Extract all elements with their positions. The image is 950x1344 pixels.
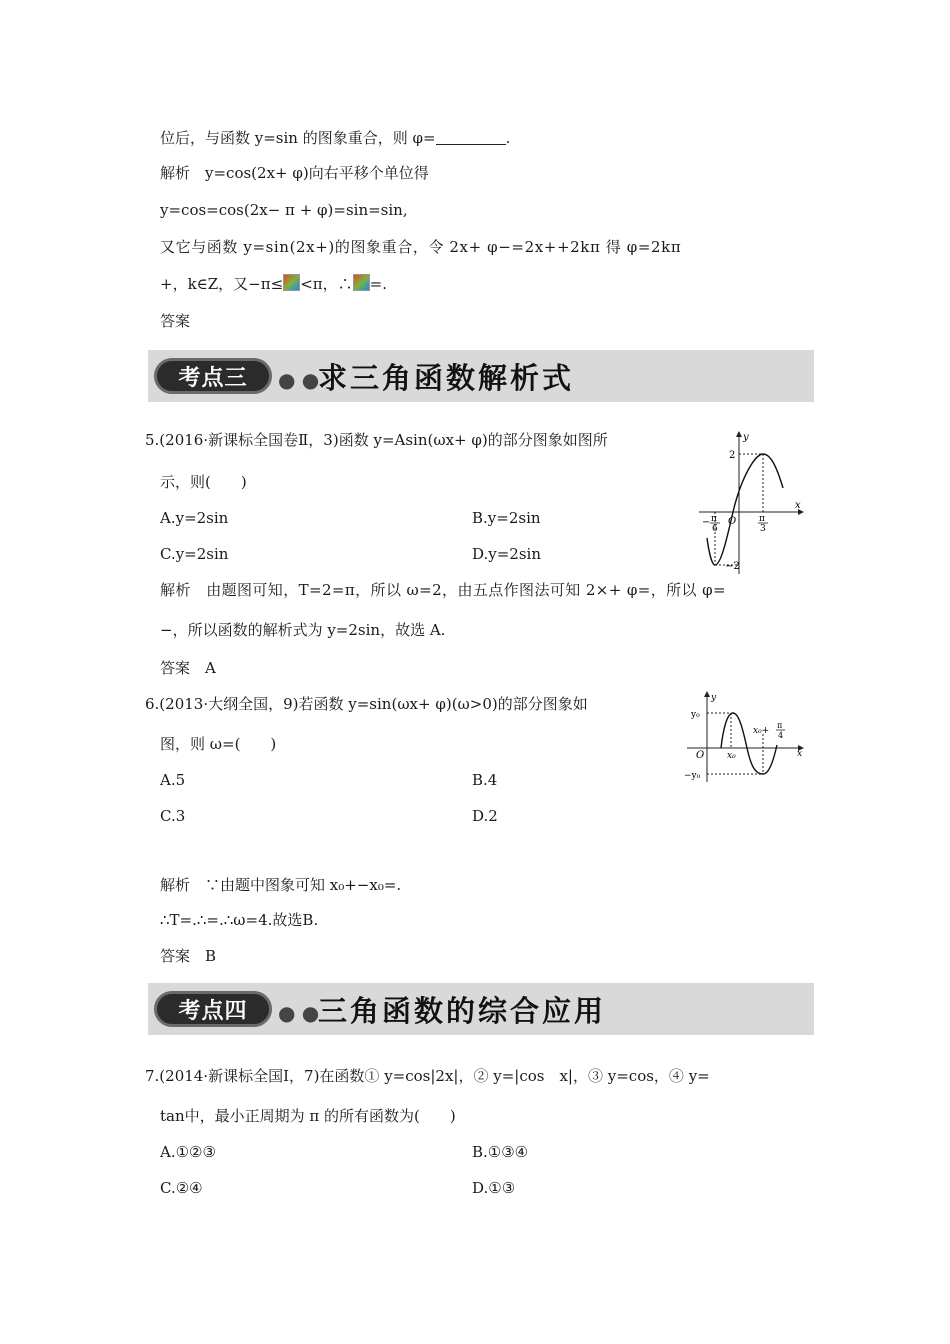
banner-dots: ● ●	[278, 1001, 320, 1025]
question-7-stem: 7.(2014·新课标全国Ⅰ，7)在函数① y=cos|2x|，② y=|cos x|，③ y=cos，④ y=	[145, 1067, 710, 1085]
answer-label: 答案 A	[160, 659, 216, 677]
question-6-stem: 6.(2013·大纲全国，9)若函数 y=sin(ωx+ φ)(ω>0)的部分图象如	[145, 695, 588, 713]
question-6-stem: 图，则 ω=( )	[160, 735, 277, 753]
sine-curve	[707, 454, 783, 565]
x-neg-num: π	[711, 514, 717, 524]
question-5-stem: 5.(2016·新课标全国卷Ⅱ，3)函数 y=Asin(ωx+ φ)的部分图象如图所	[145, 431, 608, 449]
option-b: B.①③④	[472, 1143, 529, 1161]
origin-label: O	[728, 516, 737, 527]
x-pos-num: π	[759, 514, 765, 524]
sine-curve	[721, 713, 777, 774]
banner-dots: ● ●	[278, 368, 320, 392]
section-title: 求三角函数解析式	[318, 361, 575, 395]
option-d: D.①③	[472, 1179, 516, 1197]
solution-line: 又它与函数 y=sin(2x+)的图象重合，令 2x+ φ−=2x++2kπ 得 φ=2kπ	[160, 238, 682, 256]
question-5-stem: 示，则( )	[160, 473, 247, 491]
question-7-stem: tan中，最小正周期为 π 的所有函数为( )	[160, 1107, 456, 1125]
y-neg-label: −y₀	[684, 771, 701, 781]
section-tag: 考点四	[154, 991, 272, 1027]
frac-num: π	[777, 721, 783, 730]
option-a: A.y=2sin	[160, 509, 229, 527]
x-neg-sign: −	[702, 517, 711, 528]
section-title: 三角函数的综合应用	[318, 994, 607, 1028]
option-b: B.4	[472, 771, 498, 789]
origin-label: O	[696, 750, 705, 761]
broken-image-icon	[353, 274, 370, 291]
continuation-line	[160, 128, 510, 148]
line-text: 位后，与函数 y=sin 的图象重合，则 φ=	[160, 129, 436, 147]
option-c: C.②④	[160, 1179, 203, 1197]
section-tag: 考点三	[154, 358, 272, 394]
y-axis-label: y	[711, 693, 717, 703]
solution-line: ∴T=.∴=.∴ω=4.故选B.	[160, 911, 319, 929]
sine-graph-q5	[697, 428, 809, 578]
solution-line: 解析 ∵由题中图象可知 x₀+−x₀=.	[160, 876, 402, 894]
option-c: C.3	[160, 807, 186, 825]
x0-plus-label: x₀+	[753, 726, 770, 736]
option-a: A.5	[160, 771, 186, 789]
y-axis-label: y	[743, 432, 749, 443]
answer-label: 答案 B	[160, 947, 217, 965]
solution-line: y=cos=cos(2x− π + φ)=sin=sin,	[160, 201, 408, 219]
x-neg-den: 6	[712, 524, 718, 534]
answer-blank	[436, 130, 506, 145]
y-max-label: 2	[729, 450, 736, 461]
solution-line: 解析 由题图可知，T=2=π，所以 ω=2，由五点作图法可知 2×+ φ=，所以 φ=	[160, 581, 726, 599]
option-d: D.y=2sin	[472, 545, 542, 563]
sine-graph-q6	[683, 690, 808, 785]
y-pos-label: y₀	[691, 710, 700, 720]
frac-den: 4	[778, 731, 784, 740]
option-b: B.y=2sin	[472, 509, 541, 527]
y-min-label: −2	[725, 561, 740, 572]
x0-label: x₀	[727, 751, 736, 761]
section-banner-4	[148, 983, 814, 1035]
x-axis-label: x	[795, 500, 801, 511]
option-d: D.2	[472, 807, 498, 825]
line-text: .	[505, 129, 511, 147]
solution-line: −，所以函数的解析式为 y=2sin，故选 A.	[160, 621, 446, 639]
section-banner-3	[148, 350, 814, 402]
line-text: <π，∴	[300, 275, 353, 293]
solution-line	[160, 274, 387, 294]
broken-image-icon	[283, 274, 300, 291]
answer-label: 答案	[160, 312, 191, 330]
option-a: A.①②③	[160, 1143, 216, 1161]
line-text: +，k∈Z，又−π≤	[160, 275, 284, 293]
x-axis-label: x	[797, 749, 803, 759]
option-c: C.y=2sin	[160, 545, 229, 563]
line-text: =.	[369, 275, 387, 293]
x-pos-den: 3	[760, 524, 766, 534]
solution-line: 解析 y=cos(2x+ φ)向右平移个单位得	[160, 164, 429, 182]
